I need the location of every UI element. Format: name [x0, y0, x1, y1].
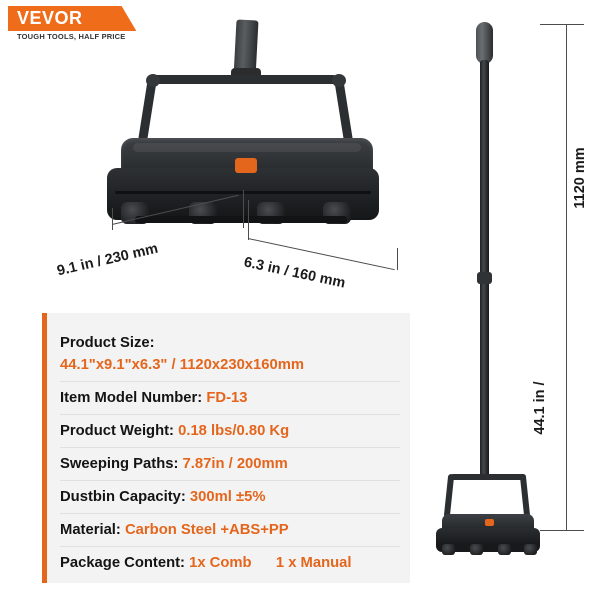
spec-label: Product Weight:	[60, 423, 174, 439]
spec-value: 7.87in / 200mm	[182, 456, 288, 472]
specification-list	[60, 327, 400, 579]
handle-pole	[480, 60, 489, 478]
depth-dimension-label: 6.3 in / 160 mm	[242, 254, 347, 292]
spec-row-product-size	[60, 327, 400, 355]
wheel	[470, 544, 483, 555]
spec-row-product-weight	[60, 415, 400, 448]
spec-row-sweeping-paths	[60, 448, 400, 481]
panel-accent-bar	[42, 313, 47, 583]
depth-dimension-tick-right	[397, 248, 398, 270]
spec-value: FD-13	[206, 390, 248, 406]
lower-handle-bail	[444, 474, 530, 516]
spec-label: Material:	[60, 522, 121, 538]
dustbin-latch-small	[485, 519, 494, 526]
logo-wordmark: VEVOR	[17, 8, 83, 28]
width-dimension-tick-right	[243, 190, 244, 228]
bail-top-bar	[152, 75, 338, 84]
spec-value-secondary: 1 x Manual	[275, 555, 352, 571]
lower-bail-top-bar	[450, 474, 526, 480]
spec-row-product-size-value	[60, 355, 400, 382]
specification-panel	[42, 313, 410, 583]
dustbin-latch	[235, 158, 257, 173]
height-dimension-line	[566, 24, 567, 530]
spec-value: 44.1"x9.1"x6.3" / 1120x230x160mm	[60, 357, 305, 373]
bail-left-cap	[146, 74, 160, 87]
spec-label: Item Model Number:	[60, 390, 203, 406]
height-dimension-label-in: 44.1 in /	[532, 381, 548, 435]
height-dimension-tick-top	[540, 24, 584, 25]
spec-value: Carbon Steel +ABS+PP	[124, 522, 289, 538]
wheel	[524, 544, 537, 555]
logo-tagline: TOUGH TOOLS, HALF PRICE	[17, 32, 126, 41]
brush-strip	[135, 216, 347, 223]
wheel	[498, 544, 511, 555]
handle-grip	[476, 22, 493, 64]
spec-label: Dustbin Capacity:	[60, 489, 186, 505]
spec-row-package-content	[60, 547, 400, 579]
spec-row-dustbin-capacity	[60, 481, 400, 514]
lower-bail-right-arm	[520, 474, 531, 518]
height-dimension-label-mm: 1120 mm	[572, 147, 588, 209]
spec-value: 300ml ±5%	[189, 489, 266, 505]
width-dimension-label: 9.1 in / 230 mm	[55, 240, 160, 280]
spec-value: 0.18 lbs/0.80 Kg	[178, 423, 290, 439]
wheel	[442, 544, 455, 555]
pole-collar	[477, 272, 492, 284]
spec-value: 1x Comb	[189, 555, 252, 571]
spec-label: Product Size:	[60, 335, 155, 351]
width-dimension-tick-left	[112, 208, 113, 230]
spec-label: Package Content:	[60, 555, 185, 571]
spec-label: Sweeping Paths:	[60, 456, 179, 472]
bail-right-cap	[332, 74, 346, 87]
height-dimension-tick-bottom	[540, 530, 584, 531]
spec-row-material	[60, 514, 400, 547]
sweeper-top-view-illustration	[85, 20, 375, 235]
spec-row-item-model-number	[60, 382, 400, 415]
lower-bail-left-arm	[444, 474, 455, 518]
depth-dimension-tick-left	[248, 200, 249, 240]
